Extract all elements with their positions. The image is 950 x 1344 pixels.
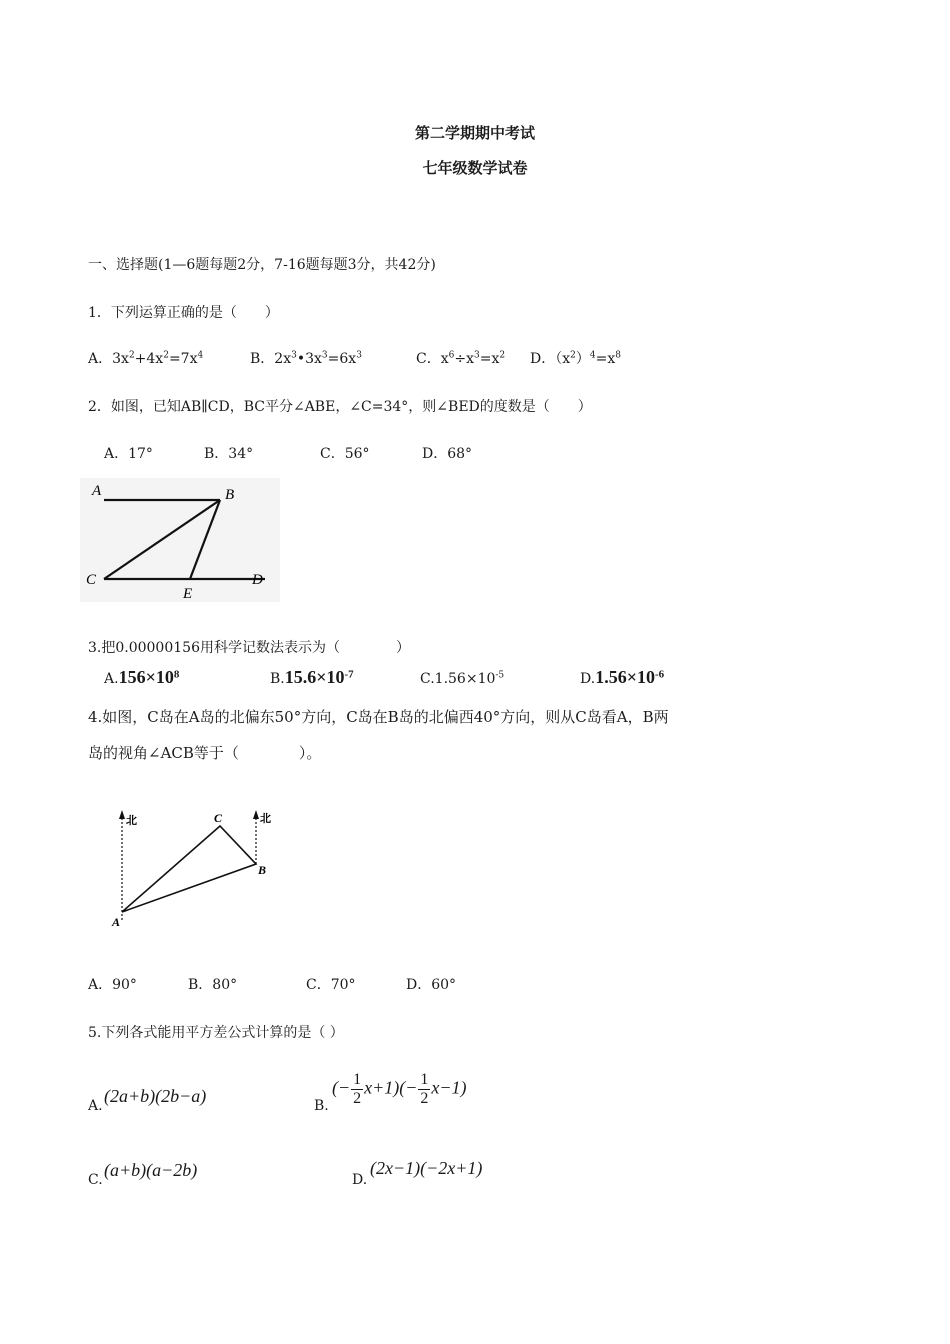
label-e: E — [183, 586, 193, 602]
north-arrow-b — [253, 810, 259, 819]
q3-option-c: $C.1.56\times 10^{-5}$ — [420, 670, 505, 687]
label-a: A — [112, 915, 121, 929]
q5-option-d-label: D. — [352, 1172, 368, 1188]
q2-stem: 2．如图，已知AB∥CD，BC平分∠ABE，∠C=34°，则∠BED的度数是（ ） — [88, 399, 592, 415]
q4-stem-line1: 4.如图，C岛在A岛的北偏东50°方向，C岛在B岛的北偏西40°方向，则从C岛看A，B两 — [88, 708, 669, 726]
q3-option-d: $D.1.56\times 10^{-6}$ — [580, 667, 665, 687]
q3-option-b: $B.15.6\times 10^{-7}$ — [270, 667, 354, 687]
q5-stem: 5.下列各式能用平方差公式计算的是（ ） — [88, 1025, 344, 1041]
label-b: B — [258, 863, 267, 877]
q5-option-d-expr: (2x−1)(−2x+1) — [370, 1158, 483, 1178]
q2-figure — [80, 478, 280, 602]
q2-option-b: B．34° — [204, 446, 254, 462]
q2-option-a: A．17° — [104, 446, 153, 462]
q3-stem: 3.把0.00000156用科学记数法表示为（ ） — [88, 640, 410, 656]
q2-option-c: C．56° — [320, 446, 370, 462]
q1-option-d: D．$(x^2)^4=x^8$ — [530, 350, 621, 367]
q4-figure — [104, 802, 284, 932]
q4-option-c: C．70° — [306, 977, 356, 993]
q2-figure-background — [80, 478, 280, 602]
label-c: C — [86, 572, 97, 588]
q4-option-a: A．90° — [88, 977, 137, 993]
q1-stem: 1．下列运算正确的是（ ） — [88, 305, 279, 321]
q5-option-c-label: C. — [88, 1172, 103, 1188]
q5-option-b-label: B. — [314, 1098, 329, 1114]
q4-option-b: B．80° — [188, 977, 238, 993]
q1-option-b: B．$2x^3•3x^3=6x^3$ — [250, 350, 362, 367]
q5-option-a-expr: (2a+b)(2b−a) — [104, 1086, 207, 1106]
q5-option-b-expr: (− $\frac{1}{2}$ x+1)(− $\frac{1}{2}$ x−1) — [332, 1071, 467, 1107]
north-label-b: 北 — [260, 812, 271, 825]
page-title: 第二学期期中考试 — [414, 124, 535, 142]
label-d: D — [252, 572, 263, 588]
q5-option-c-expr: (a+b)(a−2b) — [104, 1160, 198, 1180]
page-subtitle: 七年级数学试卷 — [422, 159, 528, 177]
q5-option-a-label: A. — [88, 1098, 103, 1114]
q4-option-d: D．60° — [406, 977, 457, 993]
q2-option-d: D．68° — [422, 446, 473, 462]
label-b: B — [225, 487, 235, 503]
label-a: A — [92, 483, 102, 499]
q3-option-a: $A.156\times 10^8$ — [104, 667, 180, 687]
q4-stem-line2: 岛的视角∠ACB等于（ ）。 — [88, 744, 322, 762]
q1-option-c: C．$x^6\div x^3=x^2$ — [416, 350, 506, 367]
north-label-a: 北 — [126, 814, 137, 827]
label-c: C — [214, 811, 223, 825]
q1-option-a: A．$3x^2+4x^2=7x^4$ — [88, 350, 204, 367]
triangle-acb — [122, 826, 256, 912]
section-heading: 一、选择题(1—6题每题2分，7-16题每题3分，共42分) — [88, 257, 436, 273]
north-arrow-a — [119, 810, 125, 819]
